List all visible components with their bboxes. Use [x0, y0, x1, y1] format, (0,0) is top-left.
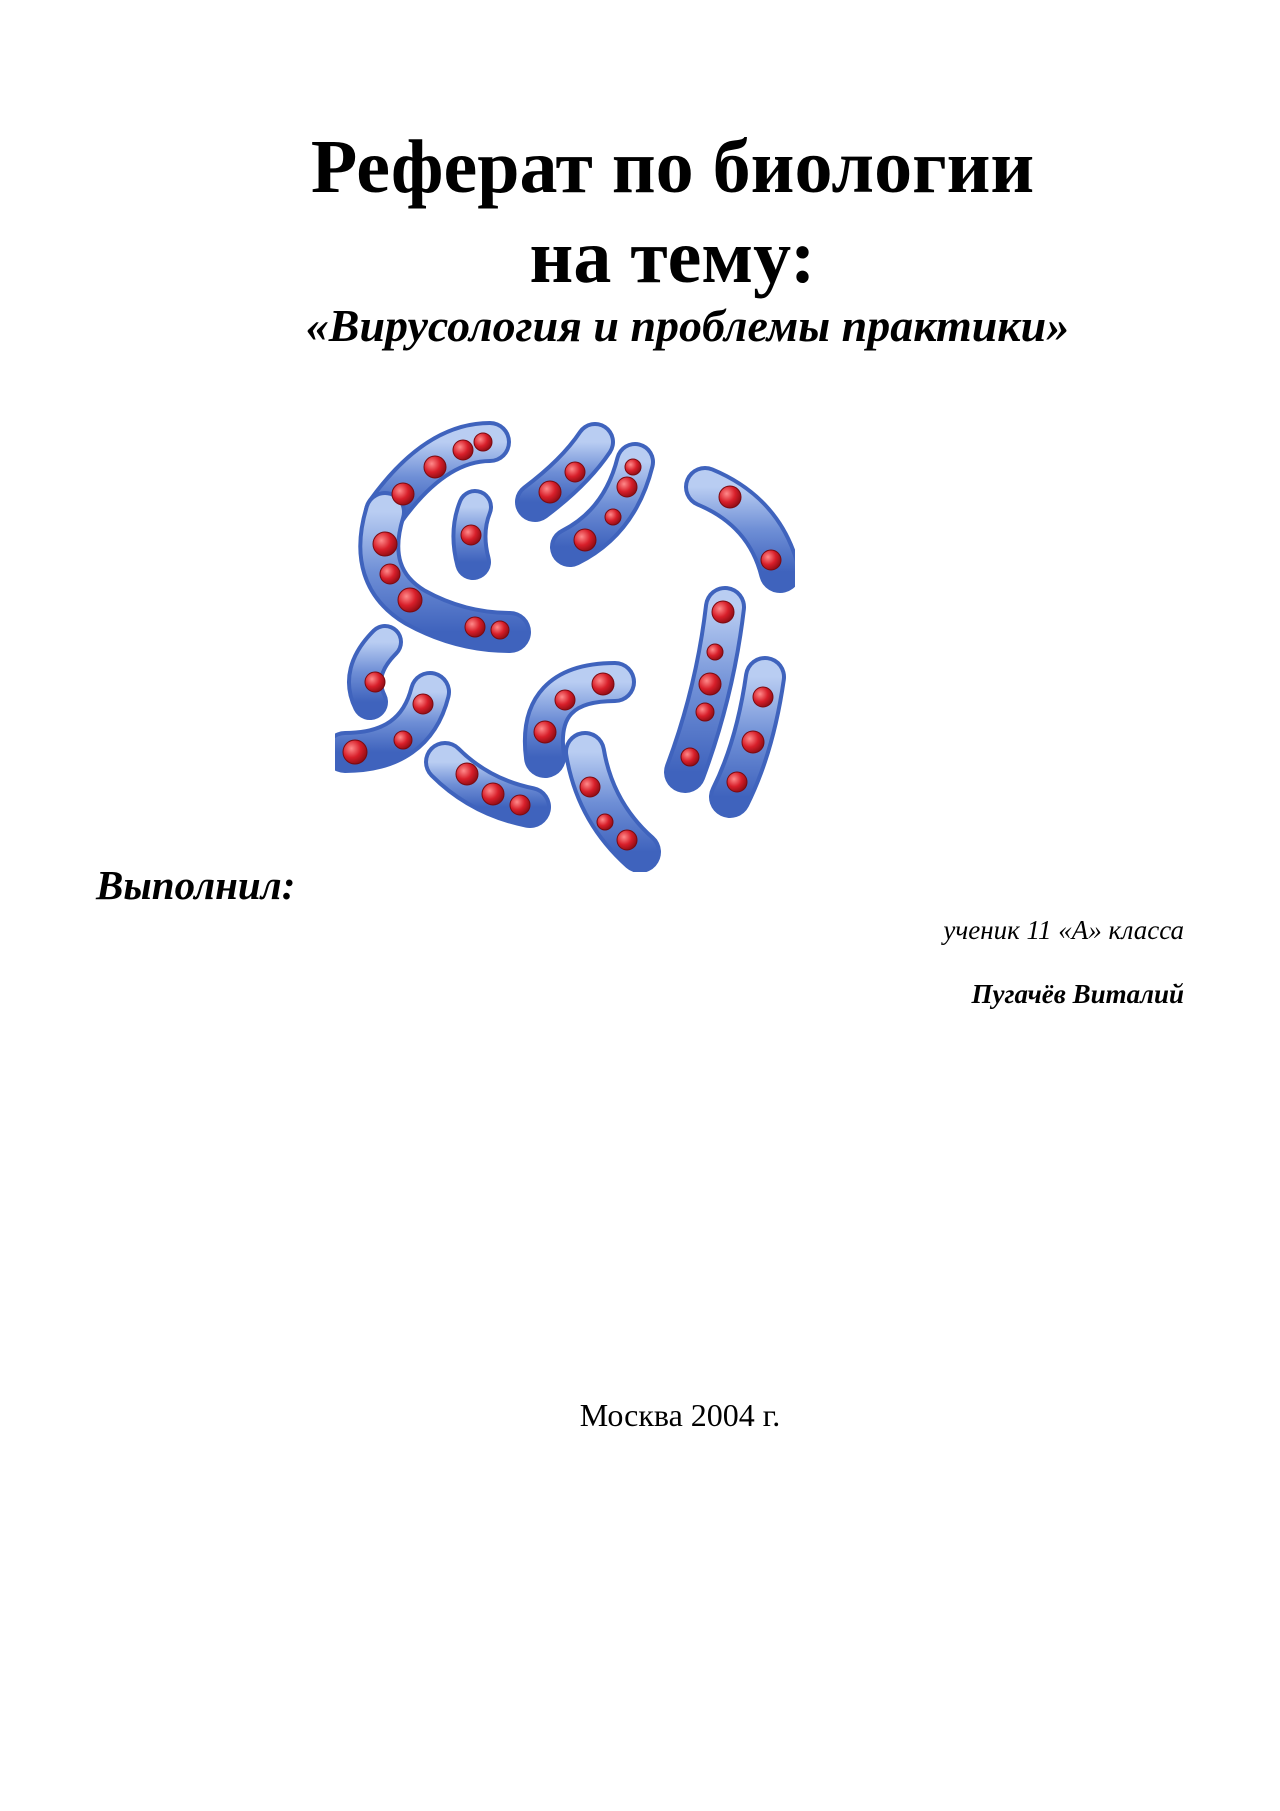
- student-class: ученик 11 «А» класса: [943, 915, 1184, 945]
- city-year: Москва 2004 г.: [579, 1397, 781, 1433]
- title-line-1: Реферат по биологии: [310, 125, 1035, 209]
- title-line-2: на тему:: [529, 215, 816, 299]
- essay-subject: «Вирусология и проблемы практики»: [305, 300, 1070, 351]
- done-by-label: Выполнил:: [96, 862, 296, 908]
- bacteria-illustration-icon: [335, 412, 795, 872]
- student-name: Пугачёв Виталий: [971, 979, 1184, 1009]
